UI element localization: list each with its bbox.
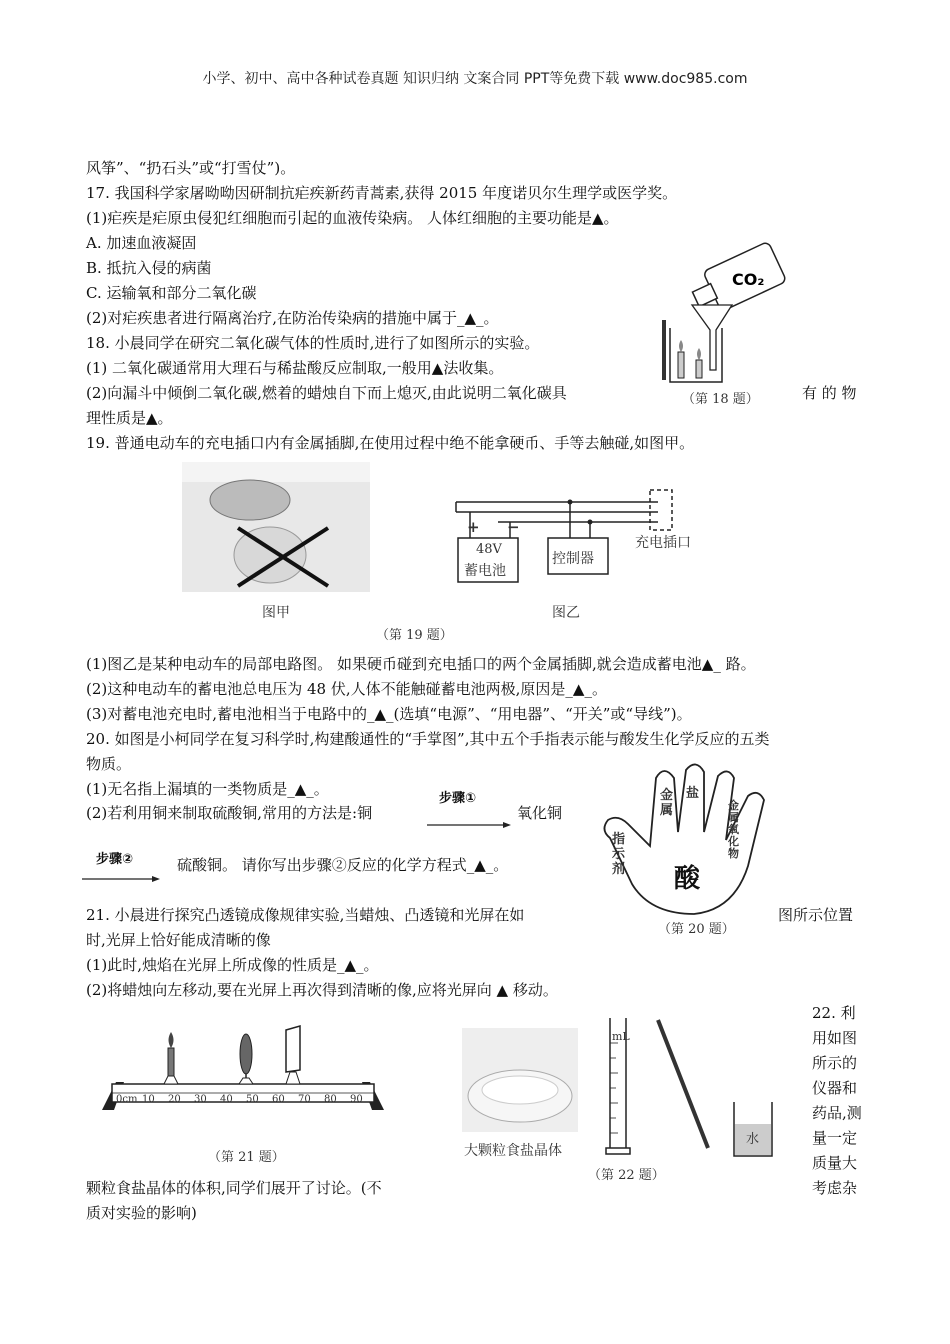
figure-21-caption: （第 21 题） [208, 1150, 285, 1165]
q22-side-line: 考虑杂 [812, 1179, 858, 1197]
figure-22 [458, 1018, 798, 1188]
minus-sign: − [507, 518, 520, 536]
question-21: 21. 小晨进行探究凸透镜成像规律实验,当蜡烛、凸透镜和光屏在如 [86, 906, 525, 924]
ruler-tick: 0cm [116, 1094, 138, 1105]
q21-tail: 图所示位置 [778, 906, 854, 924]
step1-arrow [425, 785, 515, 833]
q17-option-c: C. 运输氧和部分二氧化碳 [86, 284, 257, 302]
figure-19-caption: （第 19 题） [376, 628, 453, 643]
q22-side-line: 质量大 [812, 1154, 858, 1172]
q19-part3: (3)对蓄电池充电时,蓄电池相当于电路中的_▲_(选填“电源”、“用电器”、“开关”或“导线”)。 [86, 705, 692, 723]
q22-side-line: 药品,测 [812, 1104, 862, 1122]
q20-part2: (2)若利用铜来制取硫酸铜,常用的方法是:铜 [86, 804, 373, 822]
question-18: 18. 小晨同学在研究二氧化碳气体的性质时,进行了如图所示的实验。 [86, 334, 540, 352]
controller-label: 控制器 [552, 551, 594, 567]
q21-cont: 时,光屏上恰好能成清晰的像 [86, 931, 271, 949]
cylinder-unit-label: mL [612, 1030, 630, 1043]
finger-label-metal-oxide: 金属氧化物 [728, 799, 739, 860]
co2-bottle-label: CO₂ [732, 270, 765, 289]
q19-part2: (2)这种电动车的蓄电池总电压为 48 伏,人体不能触碰蓄电池两极,原因是_▲_。 [86, 680, 607, 698]
figure-18-caption: （第 18 题） [682, 392, 759, 407]
q19-part1: (1)图乙是某种电动车的局部电路图。 如果硬币碰到充电插口的两个金属插脚,就会造成蓄电池▲_ 路。 [86, 655, 756, 673]
ruler-tick: 90 [350, 1094, 363, 1105]
page-header: 小学、初中、高中各种试卷真题 知识归纳 文案合同 PPT等免费下载 www.doc985.com [202, 71, 748, 87]
q22-side-line: 所示的 [812, 1054, 858, 1072]
ruler-tick: 80 [324, 1094, 337, 1105]
q18-part2: (2)向漏斗中倾倒二氧化碳,燃着的蜡烛自下而上熄灭,由此说明二氧化碳具 [86, 384, 567, 402]
step2-label: 步骤② [96, 852, 134, 867]
q22-side-line: 用如图 [812, 1029, 858, 1047]
ruler-tick: 50 [246, 1094, 259, 1105]
ruler-tick: 20 [168, 1094, 181, 1105]
glass-rod [658, 1020, 708, 1148]
q17-part2: (2)对疟疾患者进行隔离治疗,在防治传染病的措施中属于_▲_。 [86, 309, 499, 327]
charging-port-box [650, 490, 672, 530]
q17-option-a: A. 加速血液凝固 [86, 234, 197, 252]
q22-side-line: 22. 利 [812, 1004, 856, 1022]
finger-label-indicator: 指示剂 [612, 832, 626, 877]
step1-label: 步骤① [439, 791, 477, 806]
step2-arrow [80, 848, 170, 888]
figure-20 [598, 762, 780, 940]
q21-part1: (1)此时,烛焰在光屏上所成像的性质是_▲_。 [86, 956, 379, 974]
ruler-tick: 70 [298, 1094, 311, 1105]
co2-experiment-illustration [652, 240, 792, 390]
water-label: 水 [746, 1132, 760, 1147]
salt-label: 大颗粒食盐晶体 [464, 1143, 562, 1159]
figure-19 [180, 460, 728, 645]
q22-text-line1: 颗粒食盐晶体的体积,同学们展开了讨论。(不 [86, 1179, 382, 1197]
optical-bench [88, 1018, 398, 1133]
q22-text-line2: 质对实验的影响) [86, 1204, 197, 1222]
q21-part2: (2)将蜡烛向左移动,要在光屏上再次得到清晰的像,应将光屏向 ▲ 移动。 [86, 981, 558, 999]
q18-part1: (1) 二氧化碳通常用大理石与稀盐酸反应制取,一般用▲法收集。 [86, 359, 504, 377]
palm-label-acid: 酸 [674, 864, 701, 894]
question-17: 17. 我国科学家屠呦呦因研制抗疟疾新药青蒿素,获得 2015 年度诺贝尔生理学或医学奖。 [86, 184, 678, 202]
ruler-tick: 60 [272, 1094, 285, 1105]
figure-20-caption: （第 20 题） [658, 922, 735, 937]
ruler-ticks [116, 1094, 378, 1108]
figure-22-caption: （第 22 题） [588, 1168, 665, 1183]
figure-18 [652, 240, 792, 408]
finger-label-metal: 金属 [660, 788, 674, 818]
finger-label-salt: 盐 [686, 786, 700, 801]
battery-voltage-label: 48V [476, 542, 502, 557]
figure-21 [88, 1018, 398, 1168]
text-line: 风筝”、“扔石头”或“打雪仗”)。 [86, 159, 296, 177]
plus-sign: + [467, 518, 480, 536]
ruler-tick: 40 [220, 1094, 233, 1105]
question-20: 20. 如图是小柯同学在复习科学时,构建酸通性的“手掌图”,其中五个手指表示能与酸发生化学反应的五类 [86, 730, 770, 748]
q20-part1: (1)无名指上漏填的一类物质是_▲_。 [86, 780, 329, 798]
q22-side-line: 仪器和 [812, 1079, 858, 1097]
q20-cont: 物质。 [86, 755, 132, 773]
figure-19-right-caption: 图乙 [552, 605, 580, 621]
port-label: 充电插口 [635, 535, 691, 551]
q18-part2-tail: 有 的 物 [802, 384, 857, 402]
q18-part2-cont: 理性质是▲。 [86, 409, 173, 427]
q20-copper-oxide: 氧化铜 [517, 804, 563, 822]
ruler-tick: 30 [194, 1094, 207, 1105]
q17-part1: (1)疟疾是疟原虫侵犯红细胞而引起的血液传染病。 人体红细胞的主要功能是▲。 [86, 209, 619, 227]
ruler-tick: 10 [142, 1094, 155, 1105]
battery-label: 蓄电池 [464, 563, 506, 579]
question-19: 19. 普通电动车的充电插口内有金属插脚,在使用过程中绝不能拿硬币、手等去触碰,如图甲。 [86, 434, 695, 452]
figure-19-left-caption: 图甲 [262, 605, 290, 621]
graduated-cylinder [606, 1148, 630, 1154]
q20-part2-cont: 硫酸铜。 请你写出步骤②反应的化学方程式_▲_。 [177, 856, 509, 874]
q17-option-b: B. 抵抗入侵的病菌 [86, 259, 212, 277]
q22-side-line: 量一定 [812, 1129, 858, 1147]
